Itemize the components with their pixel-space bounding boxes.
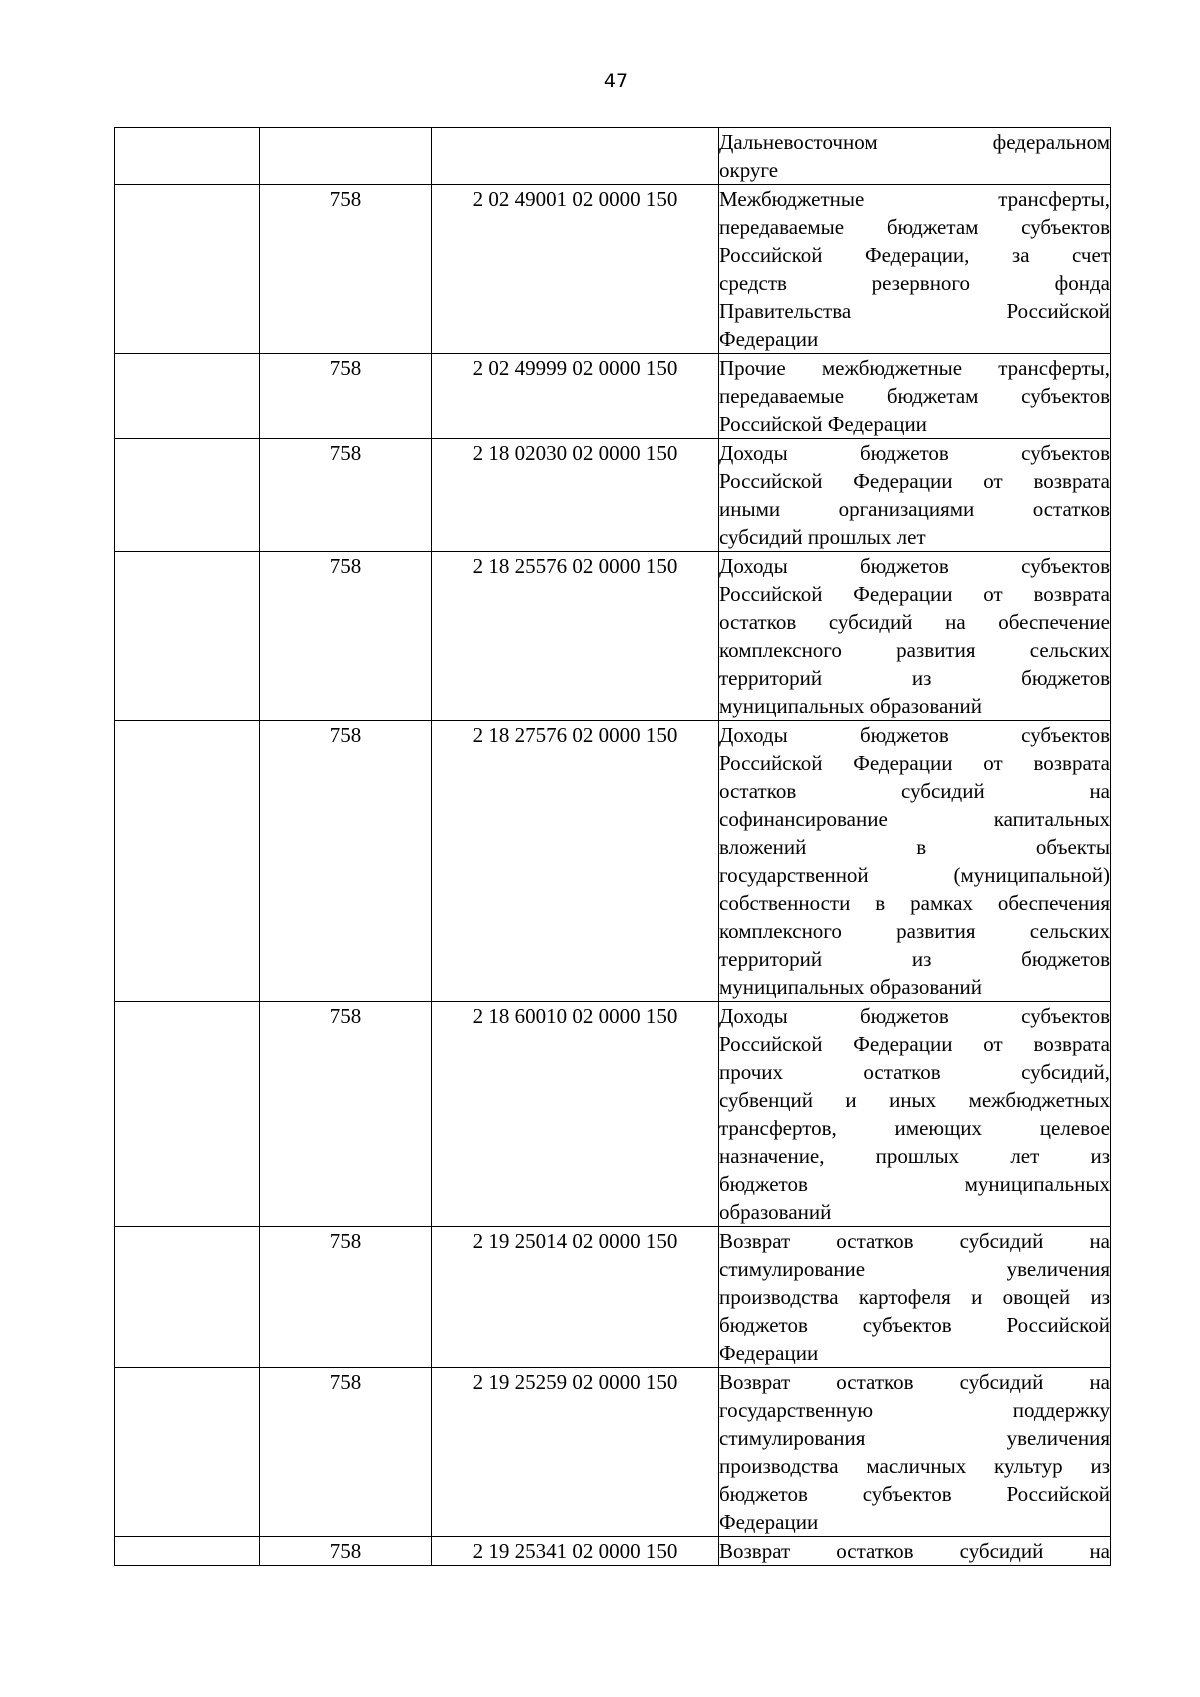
name-line: прочих остатков субсидий, (719, 1060, 1110, 1084)
name-line: собственности в рамках обеспечения (719, 891, 1110, 915)
income-name-cell (719, 721, 1111, 1002)
income-code-cell: 2 19 25341 02 0000 150 (432, 1537, 719, 1566)
admin-code-cell: 758 (260, 721, 432, 1002)
table-row (115, 1537, 1111, 1566)
income-name-cell (719, 1227, 1111, 1368)
name-line: бюджетов субъектов Российской (719, 1482, 1110, 1506)
name-line: производства масличных культур из (719, 1454, 1110, 1478)
name-line: Правительства Российской (719, 299, 1110, 323)
name-line: округе (719, 158, 779, 182)
name-line: Федерации (719, 327, 819, 351)
budget-classification-table (114, 127, 1111, 1566)
income-name-cell (719, 185, 1111, 354)
income-code-cell: 2 02 49999 02 0000 150 (432, 354, 719, 439)
name-line: софинансирование капитальных (719, 807, 1110, 831)
name-line: Возврат остатков субсидий на (719, 1539, 1110, 1563)
empty-cell (115, 354, 260, 439)
name-line: Возврат остатков субсидий на (719, 1229, 1110, 1253)
empty-cell (115, 1002, 260, 1227)
table-row (115, 1368, 1111, 1537)
name-line: субсидий прошлых лет (719, 525, 926, 549)
income-code-cell: 2 19 25259 02 0000 150 (432, 1368, 719, 1537)
empty-cell (115, 439, 260, 552)
name-line: Российской Федерации (719, 412, 927, 436)
admin-code-cell: 758 (260, 1002, 432, 1227)
income-code-cell: 2 02 49001 02 0000 150 (432, 185, 719, 354)
name-line: комплексного развития сельских (719, 919, 1110, 943)
name-line: субвенций и иных межбюджетных (719, 1088, 1110, 1112)
name-line: стимулирования увеличения (719, 1426, 1110, 1450)
name-line: остатков субсидий на обеспечение (719, 610, 1110, 634)
empty-cell (115, 1537, 260, 1566)
name-line: бюджетов муниципальных (719, 1172, 1110, 1196)
name-line: Доходы бюджетов субъектов (719, 723, 1110, 747)
table-row (115, 721, 1111, 1002)
name-line: остатков субсидий на (719, 779, 1110, 803)
income-code-cell: 2 18 02030 02 0000 150 (432, 439, 719, 552)
name-line: муниципальных образований (719, 975, 982, 999)
income-name-cell (719, 1537, 1111, 1566)
name-line: бюджетов субъектов Российской (719, 1313, 1110, 1337)
empty-cell (115, 1368, 260, 1537)
name-line: Российской Федерации от возврата (719, 751, 1110, 775)
table-row (115, 552, 1111, 721)
name-line: средств резервного фонда (719, 271, 1110, 295)
empty-cell (115, 185, 260, 354)
name-line: Российской Федерации от возврата (719, 1032, 1110, 1056)
name-line: вложений в объекты (719, 835, 1110, 859)
name-line: передаваемые бюджетам субъектов (719, 384, 1110, 408)
name-line: Прочие межбюджетные трансферты, (719, 356, 1110, 380)
admin-code-cell: 758 (260, 1368, 432, 1537)
name-line: Федерации (719, 1510, 819, 1534)
name-line: трансфертов, имеющих целевое (719, 1116, 1110, 1140)
name-line: государственную поддержку (719, 1398, 1110, 1422)
income-name-cell (719, 1002, 1111, 1227)
name-line: Российской Федерации от возврата (719, 582, 1110, 606)
name-line: передаваемые бюджетам субъектов (719, 215, 1110, 239)
empty-cell (115, 1227, 260, 1368)
table-body (115, 128, 1111, 1566)
name-line: Российской Федерации, за счет (719, 243, 1110, 267)
income-code-cell: 2 18 60010 02 0000 150 (432, 1002, 719, 1227)
income-name-cell (719, 552, 1111, 721)
name-line: иными организациями остатков (719, 497, 1110, 521)
name-line: комплексного развития сельских (719, 638, 1110, 662)
admin-code-cell: 758 (260, 354, 432, 439)
name-line: Федерации (719, 1341, 819, 1365)
admin-code-cell: 758 (260, 1537, 432, 1566)
name-line: Доходы бюджетов субъектов (719, 441, 1110, 465)
income-name-cell (719, 128, 1111, 185)
admin-code-cell (260, 128, 432, 185)
name-line: территорий из бюджетов (719, 666, 1110, 690)
income-code-cell: 2 18 25576 02 0000 150 (432, 552, 719, 721)
table-row (115, 128, 1111, 185)
empty-cell (115, 721, 260, 1002)
income-code-cell: 2 19 25014 02 0000 150 (432, 1227, 719, 1368)
name-line: муниципальных образований (719, 694, 982, 718)
empty-cell (115, 128, 260, 185)
empty-cell (115, 552, 260, 721)
name-line: территорий из бюджетов (719, 947, 1110, 971)
income-name-cell (719, 439, 1111, 552)
admin-code-cell: 758 (260, 185, 432, 354)
name-line: Доходы бюджетов субъектов (719, 1004, 1110, 1028)
income-code-cell: 2 18 27576 02 0000 150 (432, 721, 719, 1002)
name-line: производства картофеля и овощей из (719, 1285, 1110, 1309)
name-line: Доходы бюджетов субъектов (719, 554, 1110, 578)
name-line: Российской Федерации от возврата (719, 469, 1110, 493)
admin-code-cell: 758 (260, 439, 432, 552)
name-line: назначение, прошлых лет из (719, 1144, 1110, 1168)
table-row (115, 354, 1111, 439)
income-name-cell (719, 1368, 1111, 1537)
name-line: Дальневосточном федеральном (719, 130, 1110, 154)
name-line: Межбюджетные трансферты, (719, 187, 1110, 211)
name-line: образований (719, 1200, 832, 1224)
name-line: государственной (муниципальной) (719, 863, 1110, 887)
admin-code-cell: 758 (260, 552, 432, 721)
page-number: 47 (603, 70, 629, 92)
table-row (115, 185, 1111, 354)
income-name-cell (719, 354, 1111, 439)
admin-code-cell: 758 (260, 1227, 432, 1368)
name-line: стимулирование увеличения (719, 1257, 1110, 1281)
table-row (115, 439, 1111, 552)
name-line: Возврат остатков субсидий на (719, 1370, 1110, 1394)
income-code-cell (432, 128, 719, 185)
table-row (115, 1227, 1111, 1368)
table-row (115, 1002, 1111, 1227)
